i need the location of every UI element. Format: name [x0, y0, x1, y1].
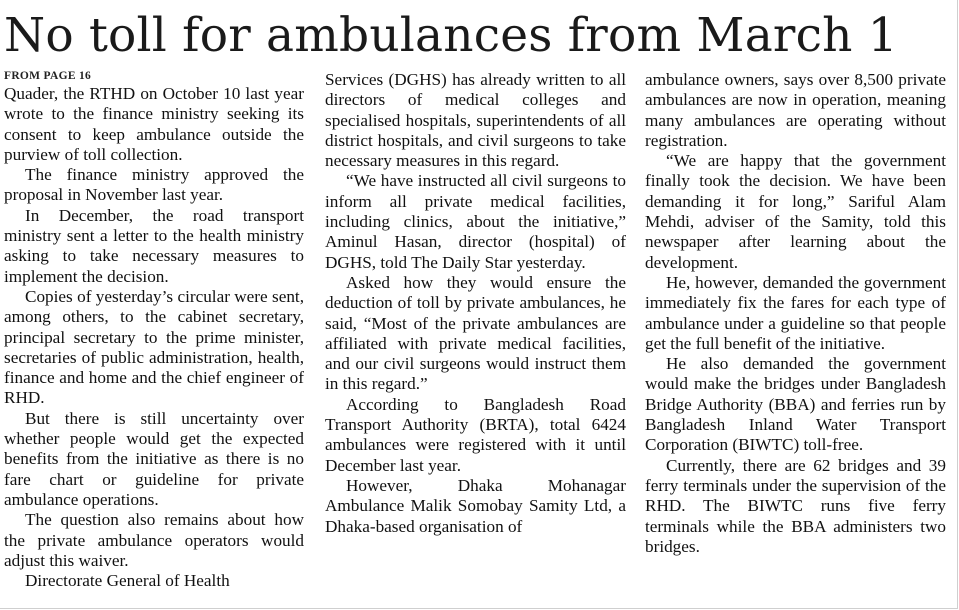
paragraph: However, Dhaka Mohanagar Ambulance Malik Somobay Samity Ltd, a Dhaka-based organisation of: [325, 475, 626, 536]
paragraph: According to Bangladesh Road Transport Authority (BRTA), total 6424 ambulances were registered with it until December last year.: [325, 394, 626, 475]
paragraph: Directorate General of Health: [25, 571, 230, 591]
paragraph: Currently, there are 62 bridges and 39 ferry terminals under the supervision of the RHD. The BIWTC runs five ferry terminals while the BBA administers two bridges.: [645, 455, 946, 556]
paragraph: But there is still uncertainty over whether people would get the expected benefits from the initiative as there is no fare chart or guideline for private ambulance operations.: [4, 408, 304, 509]
article-column-1: [4, 70, 304, 610]
paragraph: He, however, demanded the government immediately fix the fares for each type of ambulance under a guideline so that people get the full benefit of the initiative.: [645, 272, 946, 353]
paragraph: He also demanded the government would make the bridges under Bangladesh Bridge Authority (BBA) and ferries run by Bangladesh Inland Water Transport Corporation (BIWTC) toll-free.: [645, 354, 946, 455]
paragraph: “We have instructed all civil surgeons to inform all private medical facilities, including clinics, about the initiative,” Aminul Hasan, director (hospital) of DGHS, told The Daily Star yesterday.: [325, 171, 626, 272]
continuation-kicker: FROM PAGE 16: [4, 70, 92, 82]
paragraph: Asked how they would ensure the deduction of toll by private ambulances, he said, “Most of the private ambulances are affiliated with private medical facilities, and our civil surgeons would instruct them in this regard.”: [325, 272, 626, 394]
paragraph: The question also remains about how the private ambulance operators would adjust this waiver.: [4, 510, 304, 570]
paragraph: Quader, the RTHD on October 10 last year wrote to the finance ministry seeking its consent to keep ambulance outside the purview of toll collection.: [4, 84, 304, 164]
paragraph: In December, the road transport ministry sent a letter to the health ministry asking to take necessary measures to implement the decision.: [4, 205, 304, 286]
article-column-3: [645, 70, 946, 610]
headline: No toll for ambulances from March 1: [4, 8, 898, 63]
paragraph: Copies of yesterday’s circular were sent, among others, to the cabinet secretary, principal secretary to the prime minister, secretaries of public administration, health, finance and home and the chief engineer of RHD.: [4, 286, 304, 408]
paragraph: The finance ministry approved the proposal in November last year.: [4, 165, 304, 205]
article-column-2: [325, 70, 626, 610]
paragraph: Services (DGHS) has already written to all directors of medical colleges and specialised hospitals, superintendents of all district hospitals, and civil surgeons to take necessary measures in this regard.: [325, 70, 626, 171]
paragraph: “We are happy that the government finally took the decision. We have been demanding it for long,” Sariful Alam Mehdi, adviser of the Samity, told this newspaper after learning about the development.: [645, 151, 946, 272]
paragraph: ambulance owners, says over 8,500 private ambulances are now in operation, meaning many ambulances are operating without registration.: [645, 70, 946, 150]
